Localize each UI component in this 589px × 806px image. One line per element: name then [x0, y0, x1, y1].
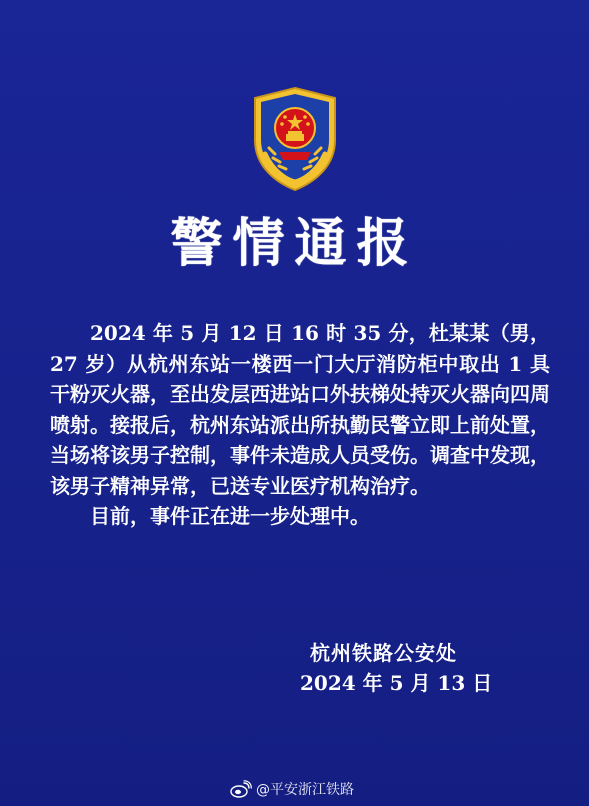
issuer-name: 杭州铁路公安处 — [310, 641, 457, 665]
notice-title: 警情通报 — [170, 213, 419, 274]
notice-paragraph-2: 目前，事件正在进一步处理中。 — [90, 504, 370, 528]
weibo-watermark — [230, 778, 354, 800]
watermark-text: @平安浙江铁路 — [256, 782, 354, 798]
issue-date: 2024 年 5 月 13 日 — [300, 671, 493, 695]
police-emblem-icon — [243, 84, 347, 194]
weibo-icon — [230, 780, 252, 798]
notice-signature — [300, 638, 560, 698]
notice-body — [50, 318, 550, 532]
notice-paragraph-1: 2024 年 5 月 12 日 16 时 35 分，杜某某（男，27 岁）从杭州东站一楼西一门大厅消防柜中取出 1 具干粉灭火器，至出发层西进站口外扶梯处持灭火器向四周喷射。接报后，杭州东站派出所执勤民警立即上前处置，当场将该男子控制，事件未造成人员受伤。调查中发现，该男子精神异常，已送专业医疗机构治疗。 — [50, 321, 550, 498]
